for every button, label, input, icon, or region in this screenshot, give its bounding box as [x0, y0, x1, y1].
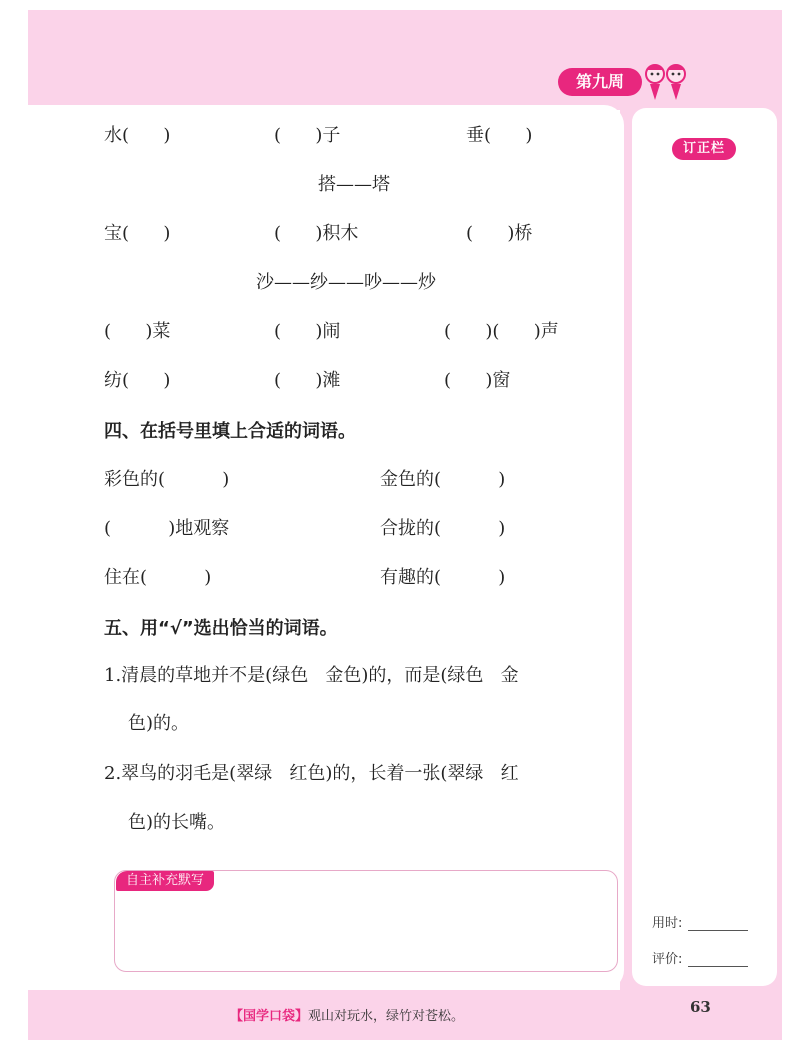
- week-badge: 第九周: [558, 68, 642, 96]
- fill-item: ( )( )声: [444, 321, 559, 342]
- page-number: 63: [690, 998, 711, 1016]
- fill-item: 有趣的( ): [380, 567, 506, 588]
- fill-item: 合拢的( ): [380, 518, 506, 539]
- fill-item: ( )窗: [444, 370, 511, 391]
- footer-bracket: 【国学口袋】: [230, 1009, 309, 1024]
- fill-item: 金色的( ): [380, 469, 506, 490]
- correction-column: [632, 108, 777, 986]
- time-blank[interactable]: [688, 916, 748, 931]
- section-four-title: 四、在括号里填上合适的词语。: [104, 421, 356, 442]
- fill-item: ( )地观察: [104, 518, 230, 539]
- fill-item: ( )子: [274, 125, 341, 146]
- correction-label: 订正栏: [672, 138, 736, 160]
- char-group: 搭——塔: [318, 174, 390, 195]
- fill-item: 水( ): [104, 125, 171, 146]
- time-field[interactable]: [652, 912, 748, 931]
- fill-item: 住在( ): [104, 567, 212, 588]
- eval-field[interactable]: [652, 948, 748, 967]
- time-label: 用时:: [652, 916, 683, 931]
- footer-quote: [230, 1005, 464, 1024]
- fill-item: ( )菜: [104, 321, 171, 342]
- char-group: 沙——纱——吵——炒: [256, 272, 436, 293]
- eval-label: 评价:: [652, 952, 683, 967]
- fill-item: 垂( ): [466, 125, 533, 146]
- question-one-cont: 色)的。: [128, 713, 190, 734]
- question-two-cont: 色)的长嘴。: [128, 812, 226, 833]
- fill-item: ( )桥: [466, 223, 533, 244]
- fill-item: 彩色的( ): [104, 469, 230, 490]
- fill-item: ( )滩: [274, 370, 341, 391]
- kids-mascot-icon: [640, 60, 692, 104]
- fill-item: 宝( ): [104, 223, 171, 244]
- fill-item: 纺( ): [104, 370, 171, 391]
- question-one: 1.清晨的草地并不是(绿色 金色)的，而是(绿色 金: [104, 665, 519, 686]
- question-two: 2.翠鸟的羽毛是(翠绿 红色)的，长着一张(翠绿 红: [104, 763, 519, 784]
- section-five-title: 五、用“√”选出恰当的词语。: [104, 618, 338, 639]
- supplement-label: 自主补充默写: [116, 871, 214, 891]
- eval-blank[interactable]: [688, 952, 748, 967]
- fill-item: ( )积木: [274, 223, 359, 244]
- fill-item: ( )闹: [274, 321, 341, 342]
- footer-text: 观山对玩水，绿竹对苍松。: [308, 1009, 465, 1024]
